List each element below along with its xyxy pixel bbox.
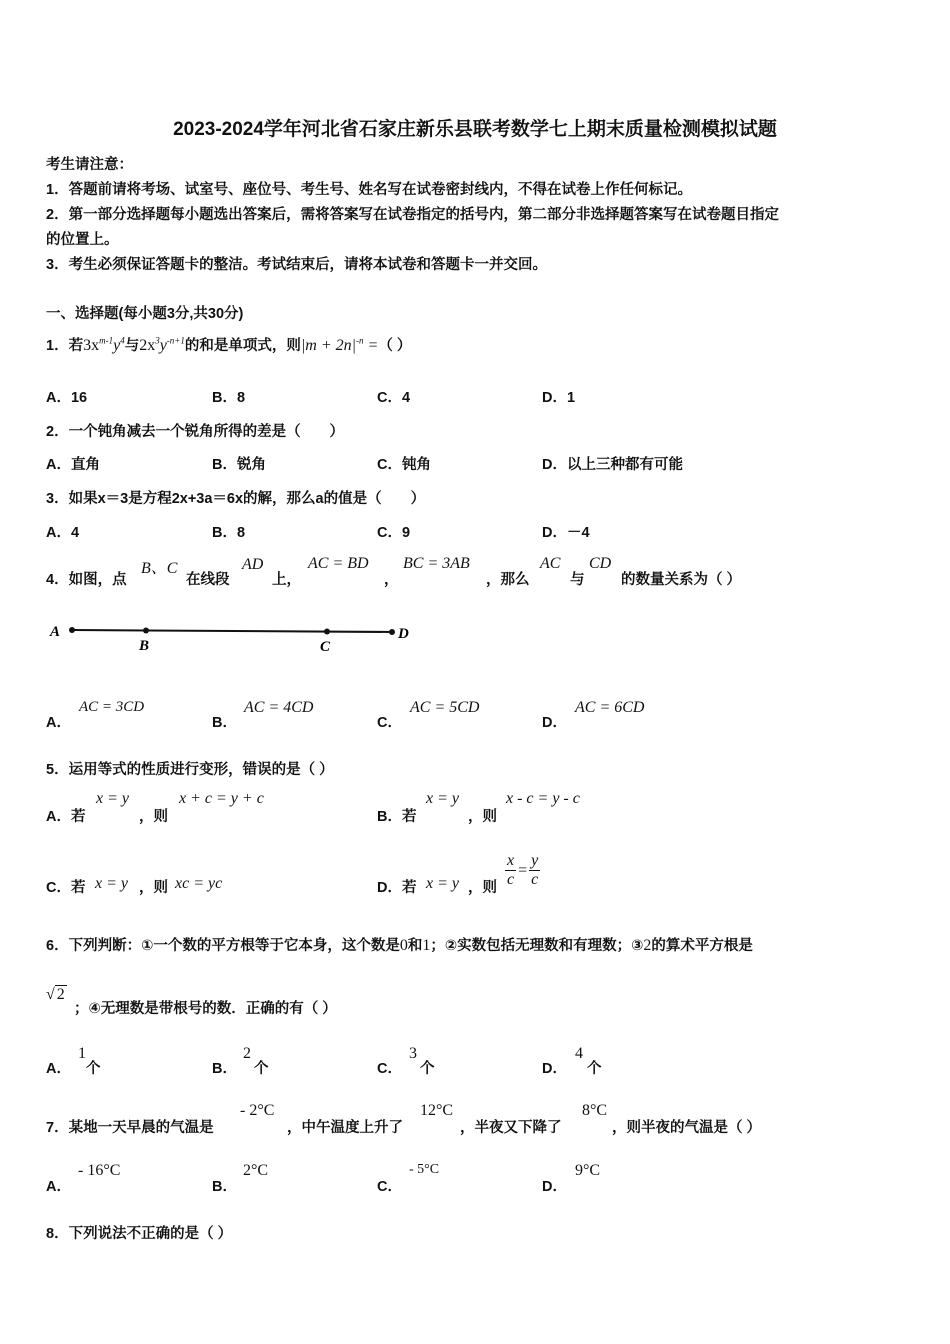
q4-cond-2: BC = 3AB xyxy=(403,555,470,572)
q6-option-a-unit: 个 xyxy=(86,1061,101,1077)
q1-term1: $3x^{m-1}y^4$ xyxy=(83,335,125,354)
q7-text-4: ，则半夜的气温是（ ） xyxy=(612,1120,762,1136)
q7-text-3: ，半夜又下降了 xyxy=(460,1120,562,1136)
q3-option-c[interactable]: C．9 xyxy=(377,525,411,541)
notice-item-2: 2．第一部分选择题每小题选出答案后，需将答案写在试卷指定的括号内，第二部分非选择题答案写在试卷题目指定 xyxy=(46,207,780,223)
q1-option-b[interactable]: B．8 xyxy=(212,390,246,406)
q1-prefix: 1．若 xyxy=(46,338,84,354)
q2-option-d[interactable]: D．以上三种都有可能 xyxy=(542,457,683,473)
q5-a-result: x + c = y + c xyxy=(179,790,264,807)
page-title: 2023-2024学年河北省石家庄新乐县联考数学七上期末质量检测模拟试题 xyxy=(173,119,777,140)
q4-option-d[interactable]: D． xyxy=(542,715,567,731)
q6-option-d[interactable]: D． xyxy=(542,1061,567,1077)
q7-option-d-value: 9°C xyxy=(575,1162,601,1179)
q4-points: B、C xyxy=(141,560,178,577)
q6-option-c[interactable]: C． xyxy=(377,1061,402,1077)
q5-option-b[interactable]: B．若 xyxy=(377,809,417,825)
q4-cd: CD xyxy=(589,555,612,572)
q7-option-a[interactable]: A． xyxy=(46,1179,71,1195)
question-2: 2．一个钝角减去一个锐角所得的差是（ ） xyxy=(46,424,345,440)
q6-option-a-value: 1 xyxy=(78,1045,86,1062)
q7-option-d[interactable]: D． xyxy=(542,1179,567,1195)
notice-item-2-cont: 的位置上。 xyxy=(46,232,119,248)
q1-expr: $|m + 2n|^{-n}$ = xyxy=(300,335,379,354)
q7-temp-morning: - 2°C xyxy=(240,1102,275,1119)
q4-segment: AD xyxy=(242,556,264,573)
q6-option-c-unit: 个 xyxy=(420,1061,435,1077)
q2-option-b[interactable]: B．锐角 xyxy=(212,457,266,473)
q5-d-cond: x = y xyxy=(426,875,459,892)
q4-option-a-value: AC = 3CD xyxy=(79,699,145,715)
q5-d-then: ，则 xyxy=(468,880,497,896)
q5-option-c[interactable]: C．若 xyxy=(46,880,86,896)
q4-text-6: 与 xyxy=(570,572,585,588)
point-d xyxy=(389,629,395,635)
point-b xyxy=(143,628,149,634)
q5-c-cond: x = y xyxy=(95,875,128,892)
segment-ad xyxy=(72,630,392,632)
q7-option-c-value: - 5°C xyxy=(409,1162,440,1177)
q5-a-cond: x = y xyxy=(96,790,129,807)
q4-option-d-value: AC = 6CD xyxy=(575,699,645,716)
q7-temp-rise: 12°C xyxy=(420,1102,454,1119)
question-7-prefix: 7．某地一天早晨的气温是 xyxy=(46,1120,214,1136)
q6-option-c-value: 3 xyxy=(409,1045,417,1062)
q7-option-b-value: 2°C xyxy=(243,1162,269,1179)
q4-ac: AC xyxy=(540,555,561,572)
point-c xyxy=(324,629,330,635)
q5-c-then: ，则 xyxy=(139,880,168,896)
q7-option-b[interactable]: B． xyxy=(212,1179,237,1195)
q4-option-c-value: AC = 5CD xyxy=(410,699,480,716)
question-4-prefix: 4．如图，点 xyxy=(46,572,127,588)
q6-option-d-value: 4 xyxy=(575,1045,583,1062)
q4-text-4: ， xyxy=(384,572,399,588)
point-a xyxy=(69,627,75,633)
q4-option-b-value: AC = 4CD xyxy=(244,699,314,716)
q4-text-3: 上， xyxy=(272,572,301,588)
q4-text-7: 的数量关系为（ ） xyxy=(621,572,742,588)
q4-option-a[interactable]: A． xyxy=(46,715,71,731)
q3-option-b[interactable]: B．8 xyxy=(212,525,246,541)
q4-cond-1: AC = BD xyxy=(308,555,369,572)
label-b: B xyxy=(139,638,150,654)
question-5: 5．运用等式的性质进行变形，错误的是（ ） xyxy=(46,762,334,778)
notice-item-3: 3．考生必须保证答题卡的整洁。考试结束后，请将本试卷和答题卡一并交回。 xyxy=(46,257,548,273)
q6-sqrt-2: √ 2 xyxy=(46,986,65,1003)
label-a: A xyxy=(50,624,61,640)
q4-text-5: ，那么 xyxy=(486,572,530,588)
q3-option-d[interactable]: D．－4 xyxy=(542,525,590,541)
q2-option-c[interactable]: C．钝角 xyxy=(377,457,431,473)
q6-option-b-value: 2 xyxy=(243,1045,251,1062)
q6-option-b-unit: 个 xyxy=(254,1061,269,1077)
label-c: C xyxy=(320,639,331,655)
q1-and: 与 xyxy=(124,338,140,354)
q1-middle: 的和是单项式，则 xyxy=(184,338,301,354)
q4-text-2: 在线段 xyxy=(186,572,230,588)
q1-option-c[interactable]: C．4 xyxy=(377,390,411,406)
question-3: 3．如果x＝3是方程2x+3a＝6x的解，那么a的值是（ ） xyxy=(46,491,426,507)
q3-option-a[interactable]: A．4 xyxy=(46,525,80,541)
q4-option-c[interactable]: C． xyxy=(377,715,402,731)
q5-d-fraction-x: $\frac{x}{c}$ xyxy=(507,852,515,888)
question-8: 8．下列说法不正确的是（ ） xyxy=(46,1226,233,1242)
q6-option-b[interactable]: B． xyxy=(212,1061,237,1077)
q5-b-result: x - c = y - c xyxy=(506,790,580,807)
q5-a-then: ，则 xyxy=(139,809,168,825)
notice-item-1: 1．答题前请将考场、试室号、座位号、考生号、姓名写在试卷密封线内，不得在试卷上作任何标记。 xyxy=(46,182,693,198)
q1-bracket: （ ） xyxy=(378,338,412,354)
q7-option-c[interactable]: C． xyxy=(377,1179,402,1195)
notice-heading: 考生请注意： xyxy=(46,157,133,173)
q5-b-cond: x = y xyxy=(426,790,459,807)
q5-option-d[interactable]: D．若 xyxy=(377,880,417,896)
q5-c-result: xc = yc xyxy=(175,875,223,892)
q5-d-fraction-y: $\frac{y}{c}$ xyxy=(531,852,539,888)
q1-term2: $2x^3y^{-n+1}$ xyxy=(139,335,185,354)
q4-option-b[interactable]: B． xyxy=(212,715,237,731)
q2-option-a[interactable]: A．直角 xyxy=(46,457,100,473)
q6-option-a[interactable]: A． xyxy=(46,1061,71,1077)
question-6: 6．下列判断：①一个数的平方根等于它本身，这个数是0和1；②实数包括无理数和有理数；③2的算术平方根是 xyxy=(46,937,753,954)
question-1 xyxy=(46,334,411,355)
q1-option-d[interactable]: D．1 xyxy=(542,390,576,406)
q7-temp-drop: 8°C xyxy=(582,1102,608,1119)
q1-option-a[interactable]: A．16 xyxy=(46,390,88,406)
q6-text-cont: ；④无理数是带根号的数．正确的有（ ） xyxy=(74,1001,337,1017)
q7-text-2: ，中午温度上升了 xyxy=(287,1120,403,1136)
q4-line-figure xyxy=(40,615,430,660)
q7-option-a-value: - 16°C xyxy=(78,1162,121,1179)
section-heading: 一、选择题(每小题3分,共30分) xyxy=(46,306,244,322)
q5-option-a[interactable]: A．若 xyxy=(46,809,86,825)
q5-b-then: ，则 xyxy=(468,809,497,825)
q5-d-result: $\frac{x}{c}$ = $\frac{y}{c}$ xyxy=(507,852,539,888)
q6-option-d-unit: 个 xyxy=(587,1061,602,1077)
label-d: D xyxy=(398,626,409,642)
